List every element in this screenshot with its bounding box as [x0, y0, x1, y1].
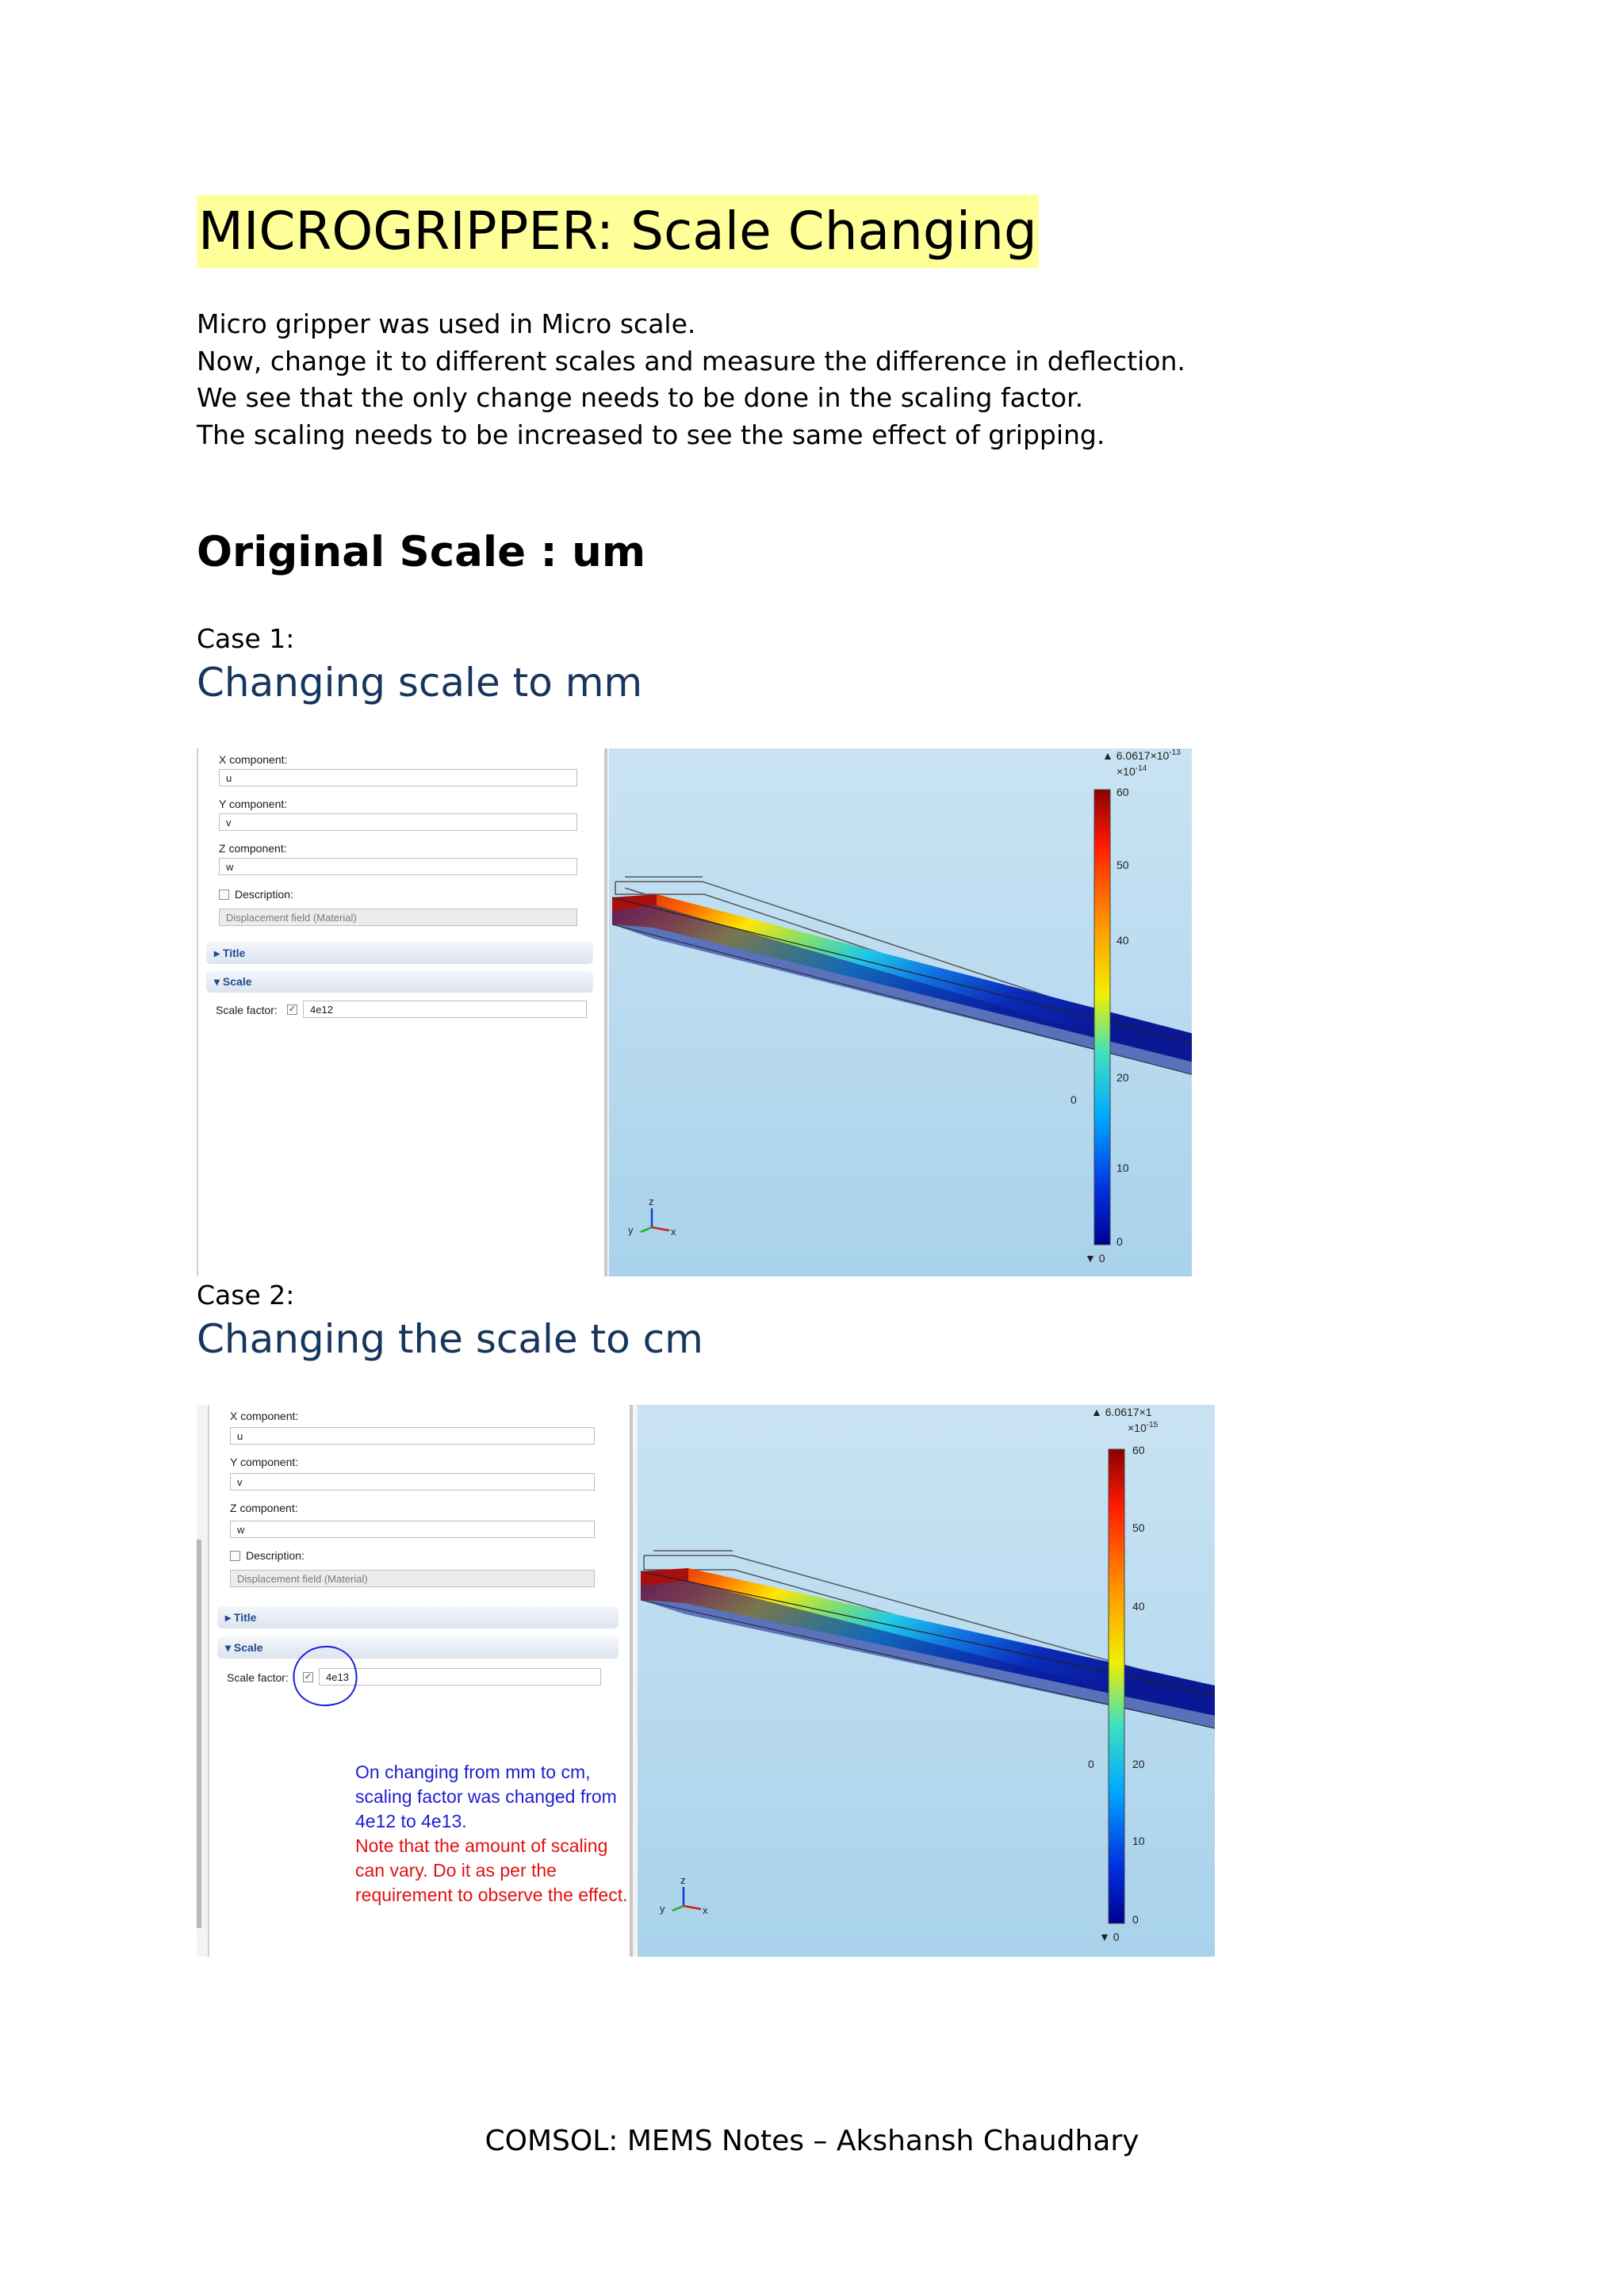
- colorbar-multiplier: $\times 10^{-15}$: [1128, 1421, 1159, 1434]
- panel-scrollbar[interactable]: [197, 1540, 201, 1928]
- intro-line: We see that the only change needs to be done in the scaling factor.: [197, 382, 1084, 413]
- case2-heading: Changing the scale to cm: [197, 1316, 703, 1362]
- axis-x-label: x: [671, 1226, 676, 1238]
- axes-triad-icon: [641, 1208, 669, 1232]
- note-blue-line: On changing from mm to cm,: [355, 1762, 591, 1782]
- 3d-viewport[interactable]: [609, 748, 1192, 1276]
- scale-section-toggle[interactable]: ▾ Scale: [217, 1636, 619, 1659]
- colorbar-tick: 20: [1132, 1758, 1145, 1770]
- color-bar: [1094, 790, 1110, 1245]
- axis-x-label: x: [703, 1904, 708, 1916]
- color-bar: [1109, 1449, 1124, 1923]
- case2-screenshot: [197, 1405, 1215, 1957]
- y-component-field[interactable]: v: [219, 813, 577, 831]
- colorbar-tick: 50: [1116, 859, 1129, 871]
- case1-label: Case 1:: [197, 623, 295, 654]
- colorbar-tick: 40: [1132, 1600, 1145, 1613]
- colorbar-min-label: ▼ 0: [1099, 1931, 1120, 1943]
- settings-panel: [208, 1405, 633, 1957]
- page-title: MICROGRIPPER: Scale Changing: [197, 195, 1039, 268]
- intro-line: Now, change it to different scales and measure the difference in deflection.: [197, 345, 1185, 377]
- y-component-field[interactable]: v: [230, 1473, 595, 1490]
- y-component-label: Y component:: [219, 798, 288, 810]
- x-component-label: X component:: [230, 1410, 299, 1422]
- description-checkbox[interactable]: [230, 1551, 240, 1561]
- colorbar-tick: 40: [1116, 934, 1129, 947]
- z-component-label: Z component:: [219, 842, 287, 855]
- z-component-label: Z component:: [230, 1502, 298, 1514]
- title-section-label: Title: [233, 1611, 257, 1624]
- deflection-plot: [609, 748, 1192, 1276]
- note-blue-line: 4e12 to 4e13.: [355, 1811, 467, 1831]
- scale-factor-label: Scale factor:: [216, 1004, 278, 1016]
- case2-label: Case 2:: [197, 1280, 295, 1311]
- description-label: Description:: [246, 1549, 304, 1562]
- case1-heading: Changing scale to mm: [197, 660, 643, 706]
- scale-factor-label: Scale factor:: [227, 1671, 289, 1684]
- colorbar-multiplier: $\times 10^{-14}$: [1116, 764, 1147, 778]
- intro-line: Micro gripper was used in Micro scale.: [197, 308, 696, 339]
- colorbar-tick: 0: [1132, 1913, 1139, 1926]
- colorbar-tick: 60: [1116, 786, 1129, 798]
- colorbar-max-label: ▲ 6.0617×1: [1091, 1406, 1152, 1418]
- scale-section-label: Scale: [222, 975, 252, 988]
- settings-panel: [197, 748, 607, 1276]
- section-heading: Original Scale : um: [197, 528, 646, 576]
- deformed-beam: [641, 1568, 1215, 1728]
- colorbar-tick: 60: [1132, 1444, 1145, 1456]
- scale-factor-field[interactable]: 4e13: [319, 1668, 601, 1686]
- z-component-field[interactable]: w: [230, 1521, 595, 1538]
- axis-z-label: z: [680, 1874, 686, 1886]
- colorbar-zero-mark: 0: [1071, 1093, 1077, 1106]
- colorbar-tick: 0: [1116, 1235, 1123, 1248]
- note-blue-line: scaling factor was changed from: [355, 1786, 617, 1807]
- z-component-field[interactable]: w: [219, 858, 577, 875]
- colorbar-tick: 50: [1132, 1521, 1145, 1534]
- title-section-toggle[interactable]: ▸ Title: [217, 1606, 619, 1628]
- axes-triad-icon: [672, 1887, 701, 1911]
- scale-factor-field[interactable]: 4e12: [303, 1001, 587, 1018]
- axis-y-label: y: [660, 1903, 665, 1915]
- x-component-label: X component:: [219, 753, 288, 766]
- colorbar-max-label: ▲ $6.0617\times 10^{-13}$: [1102, 748, 1181, 762]
- intro-line: The scaling needs to be increased to see the same effect of gripping.: [197, 419, 1105, 450]
- axis-y-label: y: [628, 1224, 634, 1236]
- x-component-field[interactable]: u: [219, 769, 577, 786]
- description-label: Description:: [235, 888, 293, 901]
- intro-text: [197, 306, 1185, 453]
- hand-drawn-circle: [285, 1635, 365, 1714]
- note-red-line: requirement to observe the effect.: [355, 1885, 628, 1905]
- scale-factor-checkbox[interactable]: ✓: [304, 1672, 312, 1682]
- colorbar-zero-mark: 0: [1088, 1758, 1094, 1770]
- page-footer: COMSOL: MEMS Notes – Akshansh Chaudhary: [485, 2125, 1139, 2157]
- 3d-viewport[interactable]: [638, 1405, 1215, 1957]
- description-field[interactable]: Displacement field (Material): [219, 909, 577, 926]
- scale-factor-checkbox[interactable]: ✓: [288, 1004, 297, 1014]
- note-red-line: can vary. Do it as per the: [355, 1860, 557, 1881]
- case1-screenshot: [197, 748, 1192, 1276]
- x-component-field[interactable]: u: [230, 1427, 595, 1445]
- page-title-wrap: [197, 195, 1039, 268]
- colorbar-tick: 10: [1132, 1835, 1145, 1847]
- scale-section-toggle[interactable]: ▾ Scale: [206, 970, 593, 993]
- colorbar-tick: 10: [1116, 1161, 1129, 1174]
- deflection-plot: [638, 1405, 1215, 1957]
- title-section-label: Title: [222, 947, 246, 959]
- colorbar-min-label: ▼ 0: [1085, 1252, 1105, 1265]
- y-component-label: Y component:: [230, 1456, 299, 1468]
- title-section-toggle[interactable]: ▸ Title: [206, 942, 593, 964]
- annotation-note: [355, 1760, 628, 1908]
- description-checkbox[interactable]: [219, 890, 229, 900]
- axis-z-label: z: [649, 1196, 654, 1207]
- note-red-line: Note that the amount of scaling: [355, 1835, 608, 1856]
- scale-section-label: Scale: [233, 1641, 263, 1654]
- colorbar-tick: 20: [1116, 1071, 1129, 1084]
- description-field[interactable]: Displacement field (Material): [230, 1570, 595, 1587]
